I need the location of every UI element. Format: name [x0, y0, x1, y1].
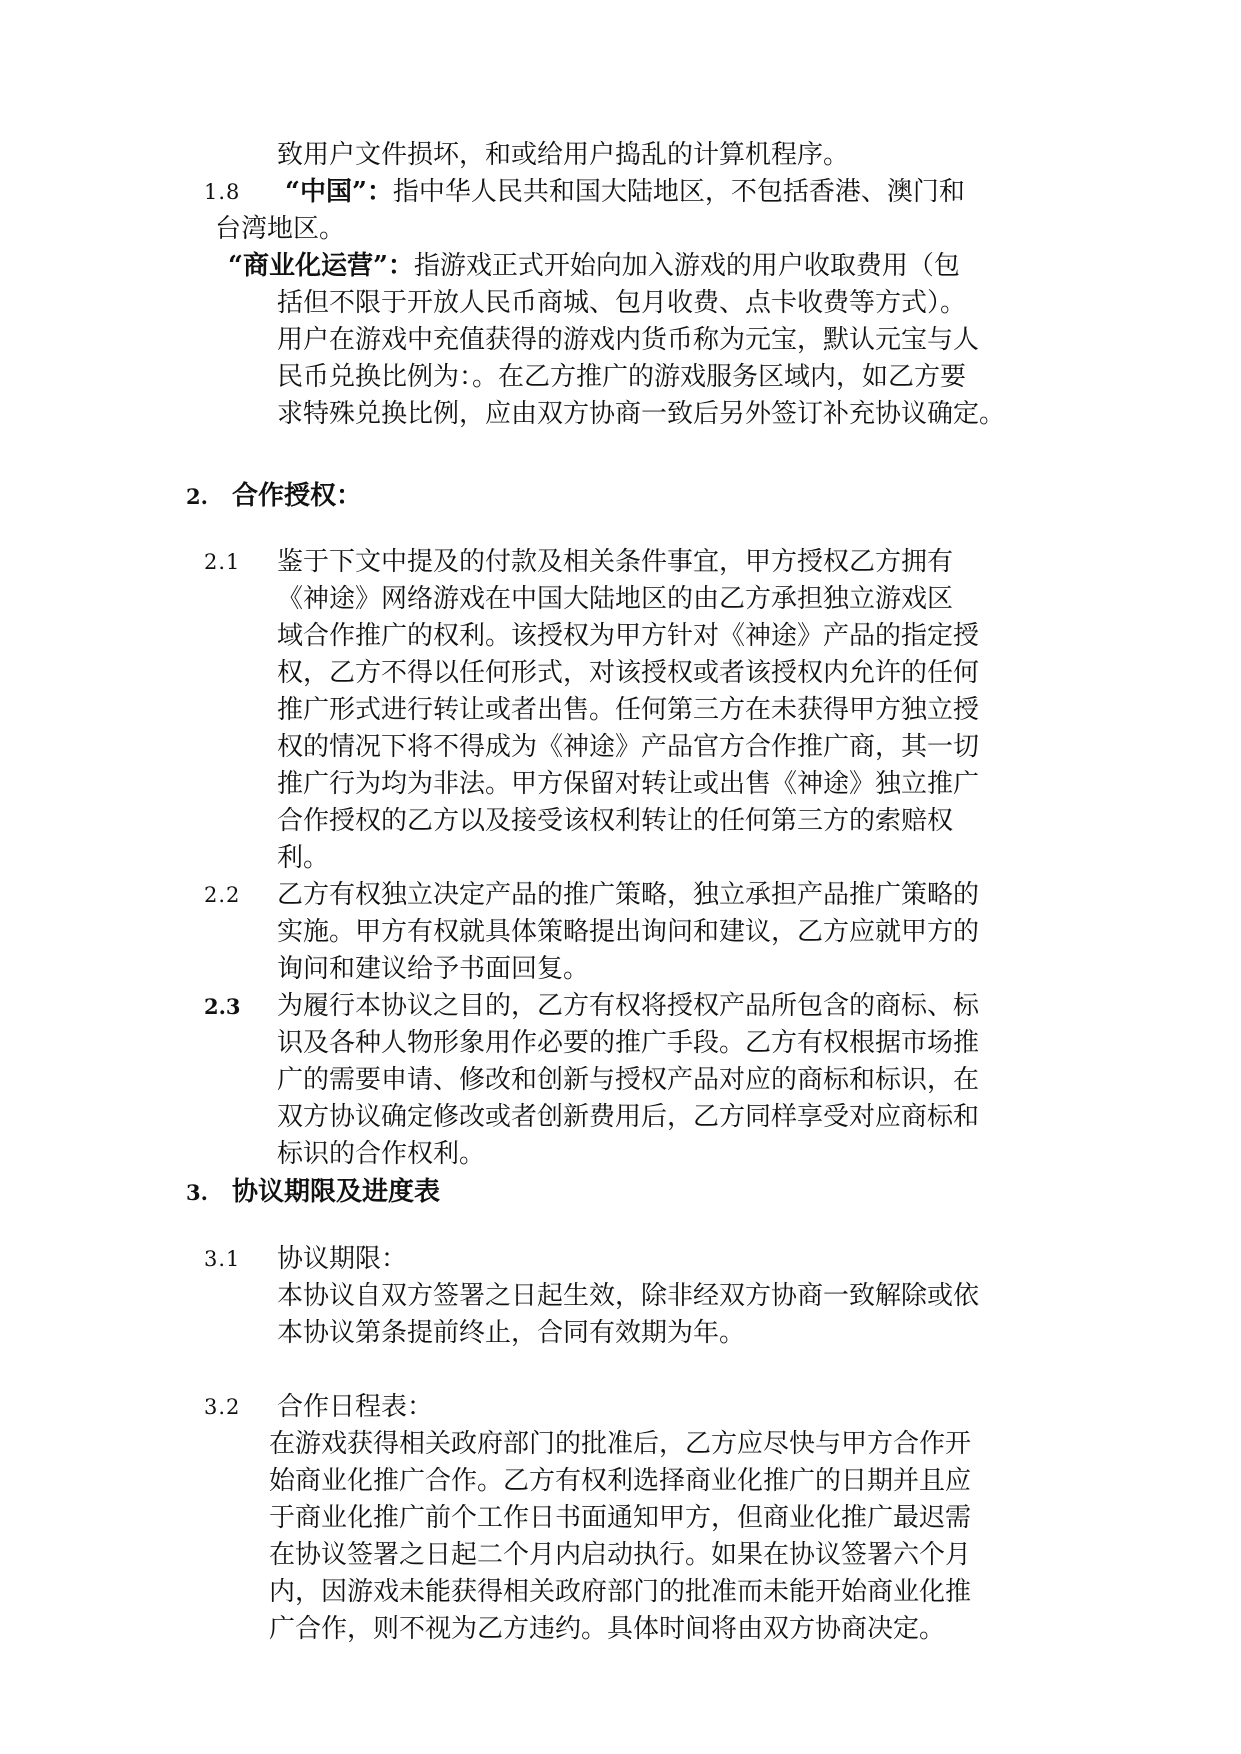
clause-3-2-heading: 合作日程表： — [277, 1392, 434, 1422]
clause-number-2-1: 2.1 — [204, 550, 241, 574]
clause-1-8-text: 指中华人民共和国大陆地区，不包括香港、澳门和 — [392, 177, 965, 207]
clause-3-2-line: 在协议签署之日起二个月内启动执行。如果在协议签署六个月 — [269, 1540, 972, 1570]
clause-number-1-8: 1.8 — [204, 180, 241, 204]
term-china: “中国”： — [285, 177, 393, 207]
clause-1-8-text-2: 台湾地区。 — [215, 214, 346, 244]
clause-3-2-line: 广合作，则不视为乙方违约。具体时间将由双方协商决定。 — [269, 1614, 946, 1644]
clause-2-2-line: 乙方有权独立决定产品的推广策略，独立承担产品推广策略的 — [277, 880, 980, 910]
section-number-3: 3. — [186, 1180, 208, 1205]
clause-2-1-line: 合作授权的乙方以及接受该权利转让的任何第三方的索赔权 — [277, 806, 954, 836]
clause-number-2-2: 2.2 — [204, 883, 241, 907]
clause-2-3-line: 双方协议确定修改或者创新费用后，乙方同样享受对应商标和 — [277, 1102, 980, 1132]
clause-2-1-line: 权的情况下将不得成为《神途》产品官方合作推广商，其一切 — [277, 732, 980, 762]
clause-2-2-line: 询问和建议给予书面回复。 — [277, 954, 590, 984]
term-commercial-operation: “商业化运营”： — [228, 251, 414, 281]
clause-3-2-line: 始商业化推广合作。乙方有权利选择商业化推广的日期并且应 — [269, 1466, 972, 1496]
clause-2-2-line: 实施。甲方有权就具体策略提出询问和建议，乙方应就甲方的 — [277, 917, 980, 947]
section-heading-2 — [186, 478, 362, 515]
commercial-definition-line — [228, 248, 960, 285]
clause-2-1-line: 《神途》网络游戏在中国大陆地区的由乙方承担独立游戏区 — [277, 584, 954, 614]
clause-3-1-line: 本协议第条提前终止，合同有效期为年。 — [277, 1318, 746, 1348]
section-title-2: 合作授权： — [232, 481, 363, 511]
commercial-definition-line-3: 用户在游戏中充值获得的游戏内货币称为元宝，默认元宝与人 — [277, 325, 980, 355]
clause-2-3-line: 识及各种人物形象用作必要的推广手段。乙方有权根据市场推 — [277, 1028, 980, 1058]
clause-2-1-line: 权，乙方不得以任何形式，对该授权或者该授权内允许的任何 — [277, 658, 980, 688]
clause-3-1-line: 本协议自双方签署之日起生效，除非经双方协商一致解除或依 — [277, 1281, 980, 1311]
clause-2-3-line: 标识的合作权利。 — [277, 1139, 486, 1169]
clause-number-2-3: 2.3 — [204, 994, 241, 1019]
section-number-2: 2. — [186, 484, 208, 509]
definition-continuation: 致用户文件损坏，和或给用户捣乱的计算机程序。 — [277, 140, 850, 170]
clause-2-1-line: 利。 — [277, 843, 330, 873]
clause-number-3-2: 3.2 — [204, 1395, 241, 1419]
clause-3-2-line: 在游戏获得相关政府部门的批准后，乙方应尽快与甲方合作开 — [269, 1429, 972, 1459]
clause-2-1-line: 推广形式进行转让或者出售。任何第三方在未获得甲方独立授 — [277, 695, 980, 725]
clause-2-1-line: 鉴于下文中提及的付款及相关条件事宜，甲方授权乙方拥有 — [277, 547, 954, 577]
clause-2-3-line: 广的需要申请、修改和创新与授权产品对应的商标和标识，在 — [277, 1065, 980, 1095]
clause-2-3-line: 为履行本协议之目的，乙方有权将授权产品所包含的商标、标 — [277, 991, 980, 1021]
commercial-definition-line-5: 求特殊兑换比例，应由双方协商一致后另外签订补充协议确定。 — [277, 399, 1006, 429]
clause-3-2-line: 内，因游戏未能获得相关政府部门的批准而未能开始商业化推 — [269, 1577, 972, 1607]
commercial-definition-line-2: 括但不限于开放人民币商城、包月收费、点卡收费等方式）。 — [277, 288, 967, 318]
section-heading-3 — [186, 1174, 440, 1211]
clause-3-1-heading: 协议期限： — [277, 1244, 408, 1274]
clause-1-8-line — [285, 174, 965, 211]
commercial-definition-line-4: 民币兑换比例为：。在乙方推广的游戏服务区域内，如乙方要 — [277, 362, 967, 392]
clause-2-1-line: 域合作推广的权利。该授权为甲方针对《神途》产品的指定授 — [277, 621, 980, 651]
section-title-3: 协议期限及进度表 — [232, 1177, 441, 1207]
clause-number-3-1: 3.1 — [204, 1247, 241, 1271]
clause-3-2-line: 于商业化推广前个工作日书面通知甲方，但商业化推广最迟需 — [269, 1503, 972, 1533]
clause-2-1-line: 推广行为均为非法。甲方保留对转让或出售《神途》独立推广 — [277, 769, 980, 799]
commercial-definition-text: 指游戏正式开始向加入游戏的用户收取费用（包 — [413, 251, 960, 281]
